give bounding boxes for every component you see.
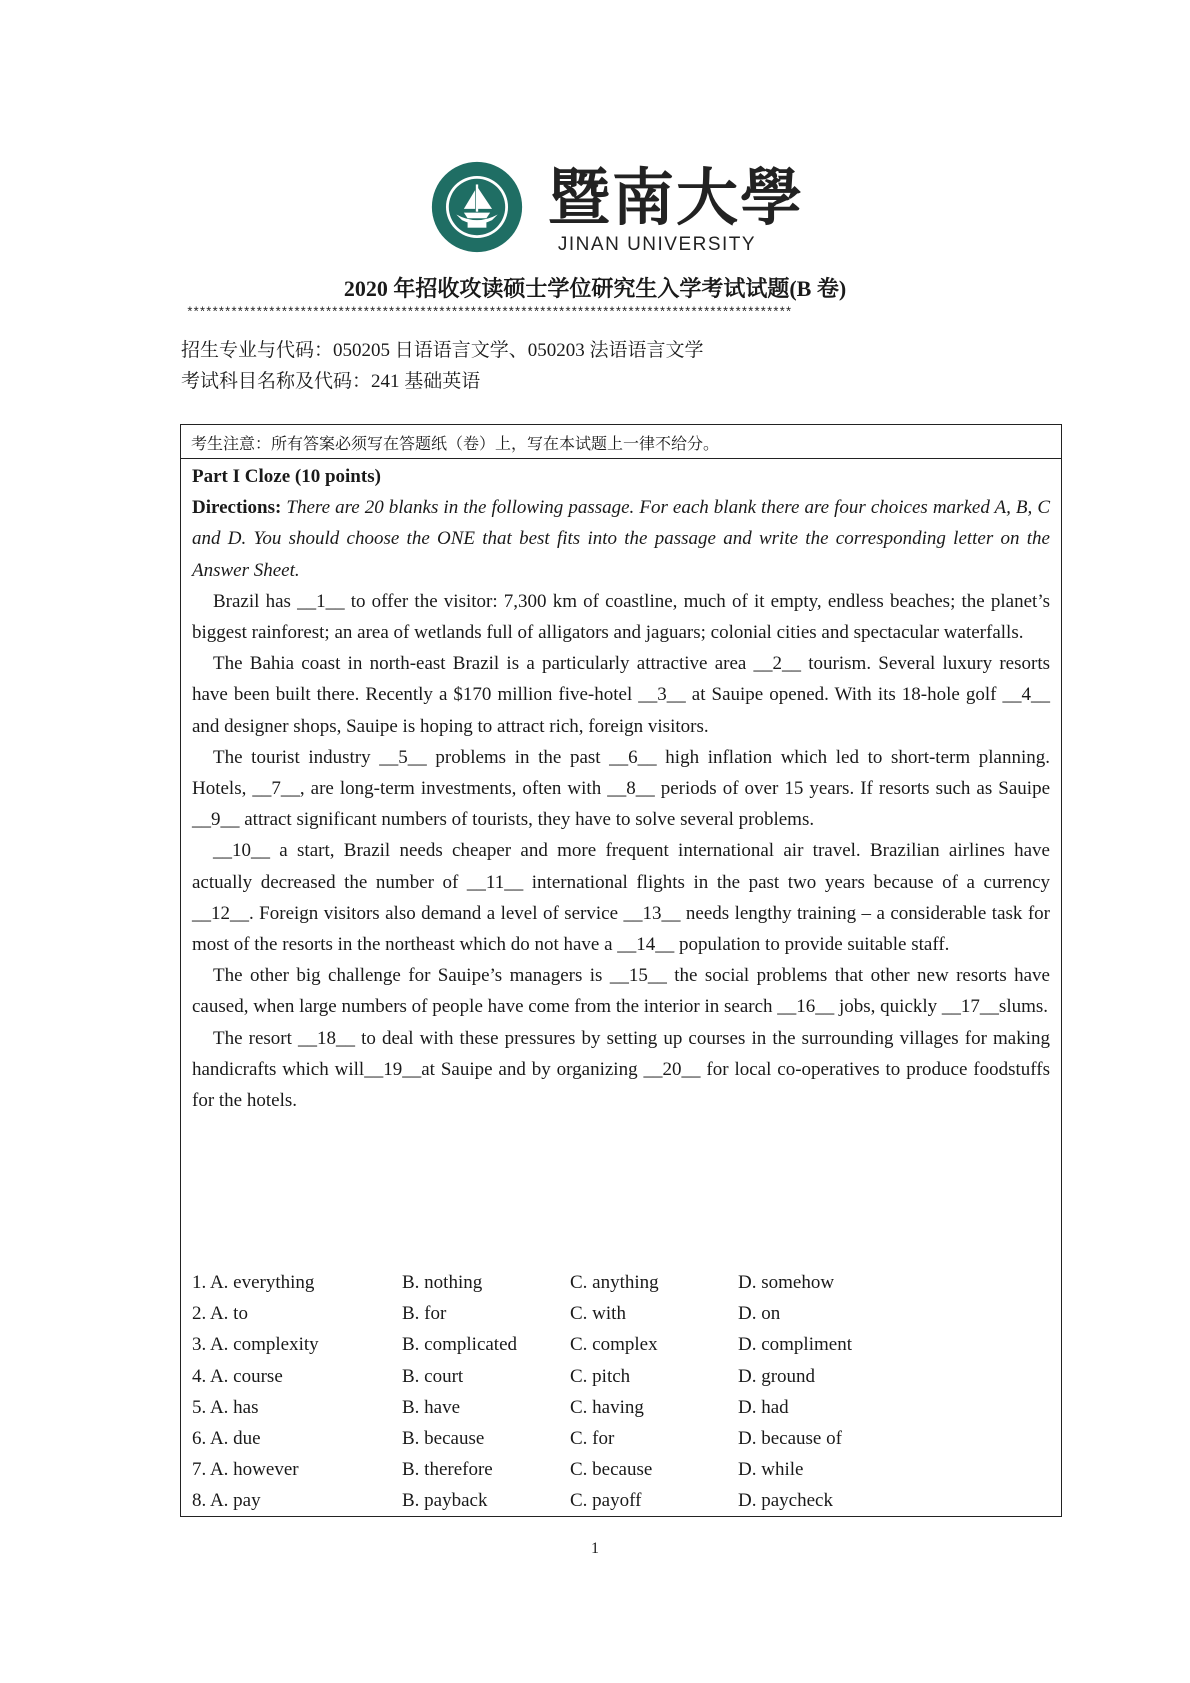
option-a: 5. A. has (192, 1396, 259, 1418)
university-logo (0, 158, 1190, 258)
option-c: C. payoff (570, 1490, 642, 1512)
cloze-section (192, 461, 1050, 1116)
option-row (192, 1267, 1050, 1298)
option-c: C. having (570, 1396, 644, 1418)
option-d: D. on (738, 1303, 781, 1325)
passage-paragraph: The Bahia coast in north-east Brazil is a particularly attractive area __2__ tourism. Several luxury resorts have been built there. Recently a $170 million five-hotel __3__ at Sauipe opened. With its 18-hole golf __4__ and designer shops, Sauipe is hoping to attract rich, foreign visitors. (192, 653, 1050, 737)
option-d: D. had (738, 1396, 789, 1418)
passage-paragraph: The other big challenge for Sauipe’s managers is __15__ the social problems that other new resorts have caused, when large numbers of people have come from the interior in search __16__ jobs, quickly __17__slums. (192, 965, 1050, 1018)
option-c: C. because (570, 1459, 653, 1481)
passage-paragraph: __10__ a start, Brazil needs cheaper and more frequent international air travel. Brazilian airlines have actually decreased the number of __11__ international flights in the past two years because of a currency __12__. Foreign visitors also demand a level of service __13__ needs lengthy training – a considerable task for most of the resorts in the northeast which do not have a __14__ population to provide suitable staff. (192, 840, 1050, 956)
option-d: D. ground (738, 1365, 816, 1387)
option-a: 7. A. however (192, 1459, 299, 1481)
option-d: D. while (738, 1459, 804, 1481)
option-a: 3. A. complexity (192, 1334, 319, 1356)
option-b: B. payback (402, 1490, 488, 1512)
divider-asterisks: ************************************************************************************************ (186, 305, 791, 320)
option-d: D. because of (738, 1427, 842, 1449)
passage-paragraph: The resort __18__ to deal with these pressures by setting up courses in the surrounding villages for making handicrafts which will__19__at Sauipe and by organizing __20__ for local co-operatives to produce foodstuffs for the hotels. (192, 1027, 1050, 1112)
option-a: 2. A. to (192, 1303, 248, 1325)
option-b: B. because (402, 1427, 485, 1449)
option-c: C. anything (570, 1272, 659, 1293)
page-number: 1 (591, 1540, 599, 1557)
logo-chinese-name: 暨南大學 (548, 161, 805, 234)
directions-text: There are 20 blanks in the following passage. For each blank there are four choices marked A, B, C and D. You should choose the ONE that best fits into the passage and write the corresponding letter on the Answer Sheet. (192, 497, 1050, 581)
answer-options (192, 1267, 1050, 1517)
option-c: C. complex (570, 1334, 658, 1356)
option-row (192, 1392, 1050, 1423)
option-b: B. complicated (402, 1334, 518, 1356)
option-b: B. have (402, 1396, 461, 1418)
option-a: 8. A. pay (192, 1490, 261, 1512)
passage-paragraph: Brazil has __1__ to offer the visitor: 7,300 km of coastline, much of it empty, endless beaches; the planet’s biggest rainforest; an area of wetlands full of alligators and jaguars; colonial cities and spectacular waterfalls. (192, 590, 1050, 644)
exam-content-box (180, 424, 1062, 1517)
option-b: B. therefore (402, 1459, 493, 1481)
directions (192, 492, 1050, 586)
option-row (192, 1454, 1050, 1485)
exam-title: 2020 年招收攻读硕士学位研究生入学考试试题(B 卷) (343, 276, 847, 301)
option-b: B. for (402, 1303, 447, 1325)
option-a: 6. A. due (192, 1427, 261, 1449)
logo-english-name: JINAN UNIVERSITY (557, 234, 757, 255)
subject-code-line: 考试科目名称及代码：241 基础英语 (181, 371, 481, 392)
option-c: C. with (570, 1303, 626, 1325)
option-b: B. nothing (402, 1272, 483, 1293)
directions-label: Directions: (192, 497, 282, 519)
major-code-line: 招生专业与代码：050205 日语语言文学、050203 法语语言文学 (181, 340, 704, 361)
option-a: 4. A. course (192, 1365, 283, 1387)
option-d: D. compliment (738, 1334, 852, 1356)
option-d: D. paycheck (738, 1490, 833, 1512)
part-title: Part I Cloze (10 points) (192, 466, 381, 487)
option-row (192, 1485, 1050, 1516)
option-c: C. pitch (570, 1365, 631, 1387)
option-row (192, 1361, 1050, 1392)
option-a: 1. A. everything (192, 1272, 315, 1293)
passage-paragraph: The tourist industry __5__ problems in the past __6__ high inflation which led to short-term planning. Hotels, __7__, are long-term investments, often with __8__ periods of over 15 years. If resorts such as Sauipe __9__ attract significant numbers of tourists, they have to solve several problems. (192, 746, 1050, 831)
candidate-notice: 考生注意：所有答案必须写在答题纸（卷）上，写在本试题上一律不给分。 (181, 425, 1061, 459)
university-seal-icon (430, 160, 524, 254)
option-b: B. court (402, 1365, 464, 1387)
option-row (192, 1298, 1050, 1329)
option-row (192, 1423, 1050, 1454)
option-c: C. for (570, 1427, 615, 1449)
option-row (192, 1329, 1050, 1360)
option-d: D. somehow (738, 1272, 835, 1293)
